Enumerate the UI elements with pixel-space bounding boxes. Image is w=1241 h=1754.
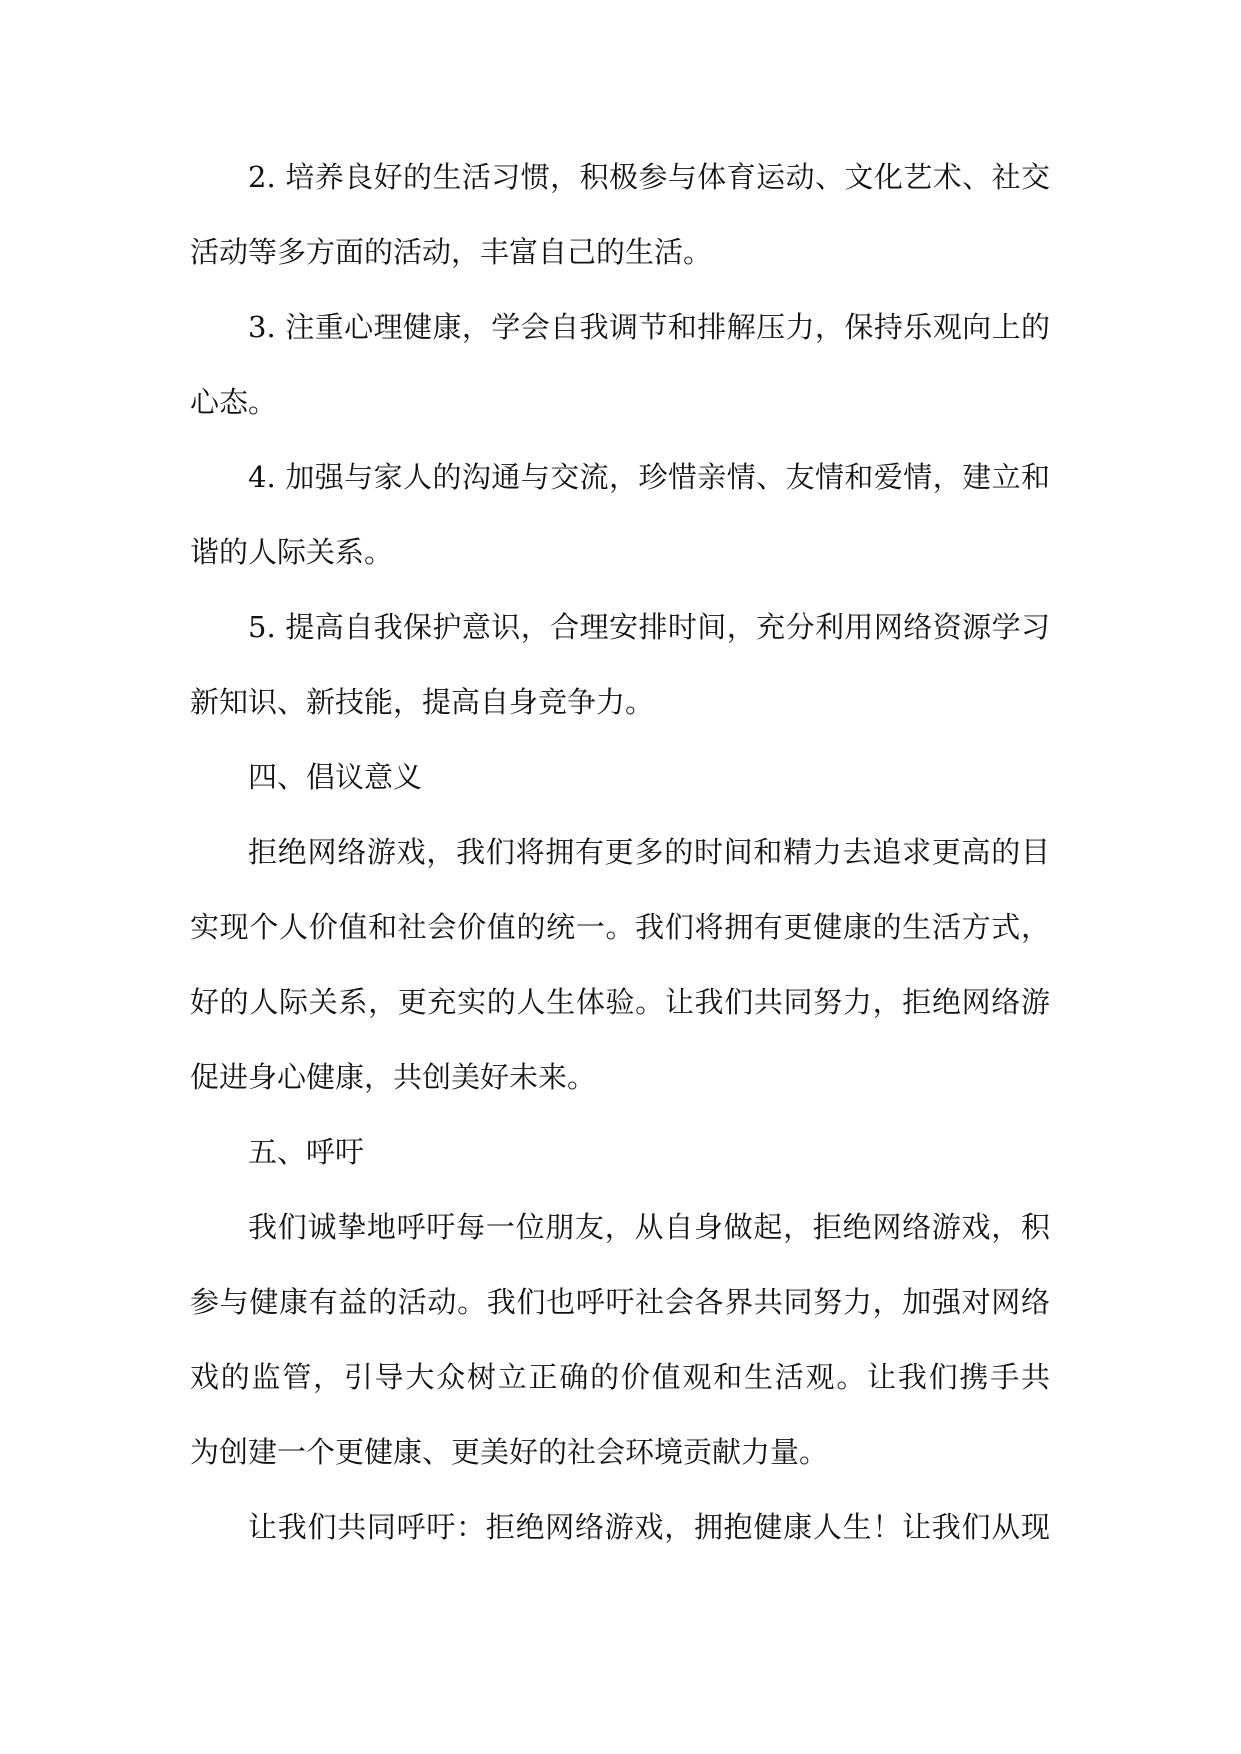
text-line: 3. 注重心理健康，学会自我调节和排解压力，保持乐观向上的: [248, 310, 1050, 344]
text-line: 为创建一个更健康、更美好的社会环境贡献力量。: [190, 1435, 829, 1469]
section-heading-significance: [190, 740, 1050, 815]
text-line: 活动等多方面的活动，丰富自己的生活。: [190, 235, 713, 269]
section-heading: 四、倡议意义: [248, 760, 423, 794]
paragraph-item-5: [190, 590, 1050, 740]
paragraph-appeal: [190, 1190, 1050, 1490]
text-line: 4. 加强与家人的沟通与交流，珍惜亲情、友情和爱情，建立和: [248, 460, 1050, 494]
text-line: 2. 培养良好的生活习惯，积极参与体育运动、文化艺术、社交: [248, 160, 1050, 194]
text-line: 新知识、新技能，提高自身竞争力。: [190, 685, 655, 719]
text-line: 促进身心健康，共创美好未来。: [190, 1060, 597, 1094]
text-line: 实现个人价值和社会价值的统一。我们将拥有更健康的生活方式，: [190, 910, 1050, 944]
text-line: 5. 提高自我保护意识，合理安排时间，充分利用网络资源学习: [248, 610, 1050, 644]
section-heading-appeal: [190, 1115, 1050, 1190]
text-line: 我们诚挚地呼吁每一位朋友，从自身做起，拒绝网络游戏，积: [248, 1210, 1050, 1244]
text-line: 拒绝网络游戏，我们将拥有更多的时间和精力去追求更高的目: [248, 835, 1050, 869]
paragraph-item-3: [190, 290, 1050, 440]
paragraph-significance: [190, 815, 1050, 1115]
text-line: 心态。: [190, 385, 278, 419]
text-line: 参与健康有益的活动。我们也呼吁社会各界共同努力，加强对网络: [190, 1285, 1050, 1319]
paragraph-closing: [190, 1490, 1050, 1565]
text-line: 好的人际关系，更充实的人生体验。让我们共同努力，拒绝网络游: [190, 985, 1050, 1019]
paragraph-item-2: [190, 140, 1050, 290]
text-line: 戏的监管，引导大众树立正确的价值观和生活观。让我们携手共: [190, 1360, 1050, 1394]
text-line: 谐的人际关系。: [190, 535, 394, 569]
paragraph-item-4: [190, 440, 1050, 590]
text-line: 让我们共同呼吁：拒绝网络游戏，拥抱健康人生！让我们从现: [248, 1510, 1050, 1544]
section-heading: 五、呼吁: [248, 1135, 365, 1169]
document-body: [190, 140, 1050, 1565]
